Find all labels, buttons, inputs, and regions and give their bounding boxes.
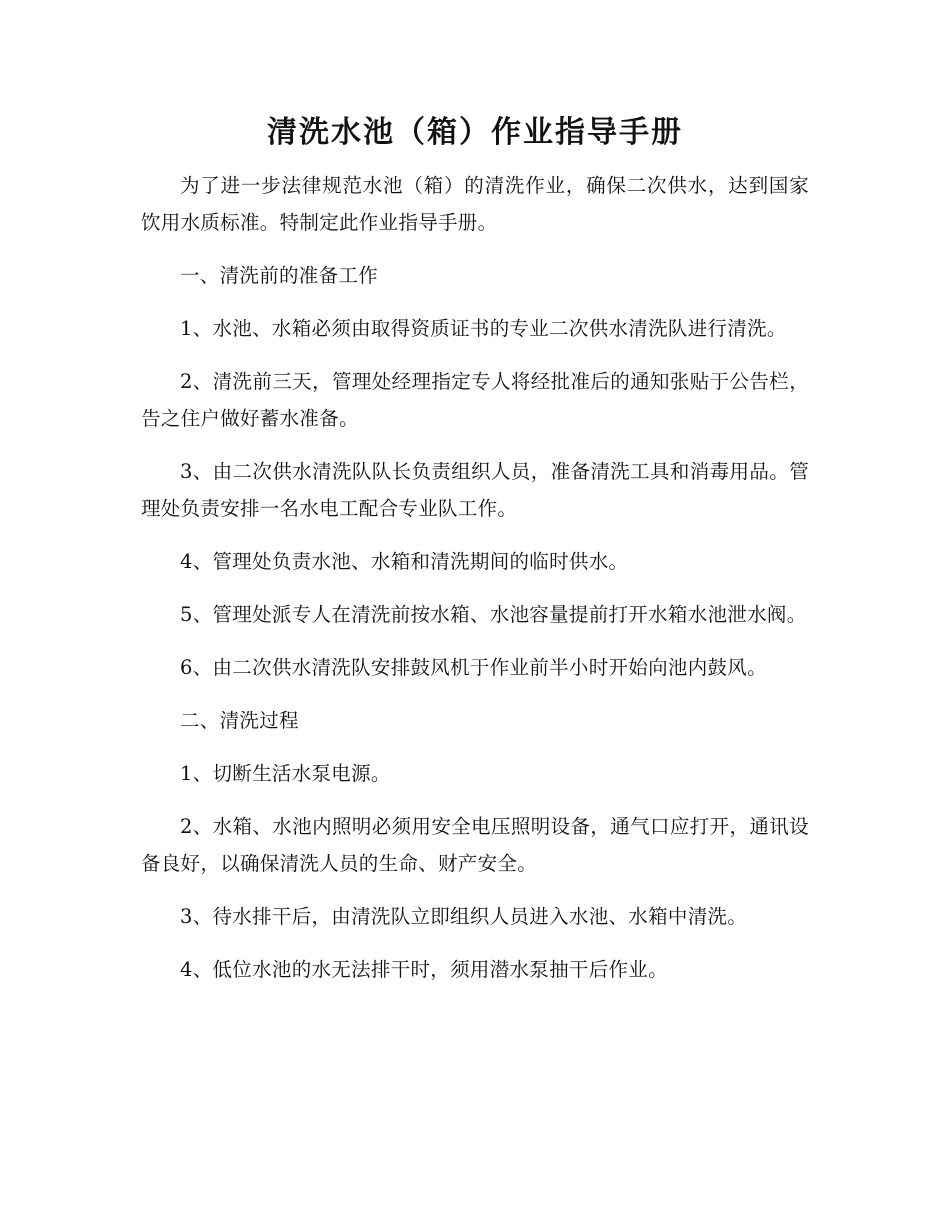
paragraph-prep-4: 4、管理处负责水池、水箱和清洗期间的临时供水。 <box>180 550 629 573</box>
paragraph-process-1: 1、切断生活水泵电源。 <box>180 762 391 785</box>
paragraph-prep-6: 6、由二次供水清洗队安排鼓风机于作业前半小时开始向池内鼓风。 <box>180 656 767 679</box>
paragraph-process-4: 4、低位水池的水无法排干时，须用潜水泵抽干后作业。 <box>180 958 668 981</box>
intro-paragraph: 为了进一步法律规范水池（箱）的清洗作业，确保二次供水，达到国家饮用水质标准。特制定此作业指导手册。 <box>141 174 809 234</box>
paragraph-prep-5: 5、管理处派专人在清洗前按水箱、水池容量提前打开水箱水池泄水阀。 <box>180 603 807 626</box>
section-heading-preparation: 一、清洗前的准备工作 <box>180 264 379 287</box>
paragraph-prep-3: 3、由二次供水清洗队队长负责组织人员，准备清洗工具和消毒用品。管理处负责安排一名水电工配合专业队工作。 <box>141 460 809 520</box>
document-body <box>141 167 809 988</box>
document-title: 清洗水池（箱）作业指导手册 <box>267 115 683 150</box>
paragraph-prep-1: 1、水池、水箱必须由取得资质证书的专业二次供水清洗队进行清洗。 <box>180 317 787 340</box>
paragraph-process-2: 2、水箱、水池内照明必须用安全电压照明设备，通气口应打开，通讯设备良好，以确保清洗人员的生命、财产安全。 <box>141 815 809 875</box>
section-heading-process: 二、清洗过程 <box>180 709 299 732</box>
paragraph-prep-2: 2、清洗前三天，管理处经理指定专人将经批准后的通知张贴于公告栏，告之住户做好蓄水准备。 <box>141 370 809 430</box>
paragraph-process-3: 3、待水排干后，由清洗队立即组织人员进入水池、水箱中清洗。 <box>180 905 748 928</box>
